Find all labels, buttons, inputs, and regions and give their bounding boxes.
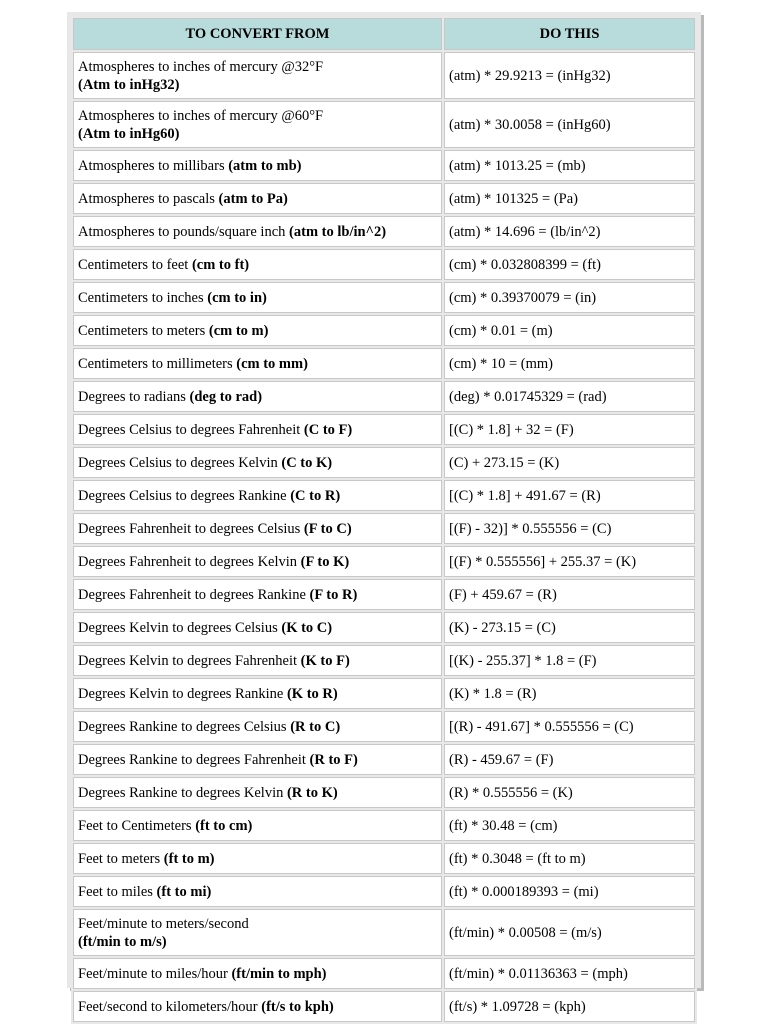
formula-cell: (R) * 0.555556 = (K) — [444, 777, 695, 808]
conversion-abbreviation: (R to K) — [286, 784, 338, 801]
formula-cell: (cm) * 10 = (mm) — [444, 348, 695, 379]
convert-from-cell — [73, 52, 442, 99]
convert-from-cell — [73, 843, 442, 874]
table-row — [73, 216, 695, 247]
conversion-description: Feet/second to kilometers/hour — [78, 998, 258, 1015]
convert-from-cell — [73, 645, 442, 676]
formula-cell: [(K) - 255.37] * 1.8 = (F) — [444, 645, 695, 676]
table-row — [73, 711, 695, 742]
conversion-abbreviation: (ft to mi) — [156, 883, 212, 900]
table-row — [73, 52, 695, 99]
conversion-description: Degrees Fahrenheit to degrees Rankine — [78, 586, 306, 603]
conversion-abbreviation: (cm to m) — [208, 322, 269, 339]
table-row — [73, 348, 695, 379]
conversion-abbreviation: (F to R) — [309, 586, 358, 603]
conversion-description: Centimeters to meters — [78, 322, 206, 339]
conversion-description: Atmospheres to pounds/square inch — [78, 223, 286, 240]
convert-from-cell — [73, 711, 442, 742]
formula-cell: (ft) * 30.48 = (cm) — [444, 810, 695, 841]
table-row — [73, 958, 695, 989]
conversion-description: Degrees Kelvin to degrees Celsius — [78, 619, 278, 636]
conversion-table — [71, 16, 697, 1024]
conversion-description: Feet/minute to miles/hour — [78, 965, 228, 982]
table-row — [73, 579, 695, 610]
convert-from-cell — [73, 249, 442, 280]
formula-cell: (ft/min) * 0.01136363 = (mph) — [444, 958, 695, 989]
formula-cell: (F) + 459.67 = (R) — [444, 579, 695, 610]
conversion-abbreviation: (cm to in) — [207, 289, 267, 306]
table-row — [73, 876, 695, 907]
formula-cell: [(C) * 1.8] + 32 = (F) — [444, 414, 695, 445]
table-row — [73, 282, 695, 313]
conversion-abbreviation: (R to C) — [290, 718, 341, 735]
formula-cell: [(F) * 0.555556] + 255.37 = (K) — [444, 546, 695, 577]
convert-from-cell — [73, 315, 442, 346]
table-row — [73, 315, 695, 346]
conversion-abbreviation: (R to F) — [309, 751, 358, 768]
table-row — [73, 249, 695, 280]
formula-cell: (R) - 459.67 = (F) — [444, 744, 695, 775]
convert-from-cell — [73, 579, 442, 610]
table-row — [73, 381, 695, 412]
formula-cell: (cm) * 0.39370079 = (in) — [444, 282, 695, 313]
conversion-description: Feet to miles — [78, 883, 153, 900]
header-convert-from: TO CONVERT FROM — [73, 18, 442, 50]
convert-from-cell — [73, 447, 442, 478]
table-row — [73, 777, 695, 808]
conversion-abbreviation: (Atm to inHg60) — [78, 125, 180, 142]
formula-cell: (atm) * 30.0058 = (inHg60) — [444, 101, 695, 148]
formula-cell: (deg) * 0.01745329 = (rad) — [444, 381, 695, 412]
conversion-description: Feet to meters — [78, 850, 161, 867]
formula-cell: (ft) * 0.000189393 = (mi) — [444, 876, 695, 907]
conversion-description: Centimeters to inches — [78, 289, 204, 306]
convert-from-cell — [73, 282, 442, 313]
formula-cell: [(R) - 491.67] * 0.555556 = (C) — [444, 711, 695, 742]
conversion-abbreviation: (ft to m) — [163, 850, 215, 867]
conversion-abbreviation: (cm to mm) — [236, 355, 308, 372]
formula-cell: (ft/min) * 0.00508 = (m/s) — [444, 909, 695, 956]
table-row — [73, 101, 695, 148]
conversion-description: Atmospheres to inches of mercury @32°F — [78, 58, 324, 75]
conversion-description: Degrees Fahrenheit to degrees Celsius — [78, 520, 301, 537]
convert-from-cell — [73, 612, 442, 643]
formula-cell: (C) + 273.15 = (K) — [444, 447, 695, 478]
conversion-description: Degrees Rankine to degrees Kelvin — [78, 784, 284, 801]
convert-from-cell — [73, 513, 442, 544]
conversion-abbreviation: (ft/min to mph) — [231, 965, 327, 982]
conversion-description: Feet/minute to meters/second — [78, 915, 249, 932]
table-row — [73, 991, 695, 1022]
conversion-table-frame — [67, 12, 701, 1015]
formula-cell: (atm) * 14.696 = (lb/in^2) — [444, 216, 695, 247]
convert-from-cell — [73, 480, 442, 511]
formula-cell: (atm) * 101325 = (Pa) — [444, 183, 695, 214]
conversion-abbreviation: (ft/min to m/s) — [78, 933, 167, 950]
convert-from-cell — [73, 991, 442, 1022]
conversion-description: Atmospheres to millibars — [78, 157, 225, 174]
conversion-abbreviation: (F to C) — [303, 520, 352, 537]
conversion-description: Degrees Fahrenheit to degrees Kelvin — [78, 553, 298, 570]
table-row — [73, 678, 695, 709]
conversion-description: Degrees Rankine to degrees Fahrenheit — [78, 751, 306, 768]
table-body — [73, 52, 695, 1022]
table-row — [73, 810, 695, 841]
formula-cell: (cm) * 0.032808399 = (ft) — [444, 249, 695, 280]
conversion-abbreviation: (ft to cm) — [195, 817, 253, 834]
conversion-abbreviation: (atm to mb) — [228, 157, 302, 174]
table-row — [73, 546, 695, 577]
conversion-description: Centimeters to feet — [78, 256, 189, 273]
table-row — [73, 612, 695, 643]
formula-cell: (K) * 1.8 = (R) — [444, 678, 695, 709]
conversion-description: Atmospheres to inches of mercury @60°F — [78, 107, 324, 124]
table-row — [73, 480, 695, 511]
conversion-description: Degrees Celsius to degrees Kelvin — [78, 454, 278, 471]
conversion-abbreviation: (Atm to inHg32) — [78, 76, 180, 93]
formula-cell: (ft) * 0.3048 = (ft to m) — [444, 843, 695, 874]
conversion-description: Degrees Celsius to degrees Rankine — [78, 487, 287, 504]
conversion-abbreviation: (cm to ft) — [191, 256, 250, 273]
convert-from-cell — [73, 414, 442, 445]
formula-cell: (atm) * 1013.25 = (mb) — [444, 150, 695, 181]
table-row — [73, 645, 695, 676]
conversion-abbreviation: (F to K) — [300, 553, 350, 570]
conversion-description: Degrees Kelvin to degrees Rankine — [78, 685, 284, 702]
formula-cell: (atm) * 29.9213 = (inHg32) — [444, 52, 695, 99]
convert-from-cell — [73, 810, 442, 841]
convert-from-cell — [73, 216, 442, 247]
conversion-description: Feet to Centimeters — [78, 817, 192, 834]
header-do-this: DO THIS — [444, 18, 695, 50]
table-row — [73, 183, 695, 214]
conversion-abbreviation: (K to R) — [286, 685, 338, 702]
convert-from-cell — [73, 546, 442, 577]
table-row — [73, 744, 695, 775]
formula-cell: [(F) - 32)] * 0.555556 = (C) — [444, 513, 695, 544]
conversion-abbreviation: (K to F) — [300, 652, 350, 669]
convert-from-cell — [73, 744, 442, 775]
convert-from-cell — [73, 348, 442, 379]
conversion-abbreviation: (C to R) — [290, 487, 341, 504]
table-row — [73, 909, 695, 956]
convert-from-cell — [73, 150, 442, 181]
convert-from-cell — [73, 381, 442, 412]
table-header-row — [73, 18, 695, 50]
conversion-description: Centimeters to millimeters — [78, 355, 233, 372]
convert-from-cell — [73, 101, 442, 148]
conversion-abbreviation: (ft/s to kph) — [261, 998, 334, 1015]
conversion-abbreviation: (atm to Pa) — [218, 190, 288, 207]
conversion-abbreviation: (C to F) — [303, 421, 353, 438]
convert-from-cell — [73, 909, 442, 956]
formula-cell: (K) - 273.15 = (C) — [444, 612, 695, 643]
formula-cell: (ft/s) * 1.09728 = (kph) — [444, 991, 695, 1022]
formula-cell: [(C) * 1.8] + 491.67 = (R) — [444, 480, 695, 511]
formula-cell: (cm) * 0.01 = (m) — [444, 315, 695, 346]
convert-from-cell — [73, 678, 442, 709]
conversion-description: Atmospheres to pascals — [78, 190, 215, 207]
convert-from-cell — [73, 876, 442, 907]
conversion-abbreviation: (deg to rad) — [189, 388, 263, 405]
conversion-description: Degrees to radians — [78, 388, 186, 405]
table-row — [73, 513, 695, 544]
conversion-description: Degrees Rankine to degrees Celsius — [78, 718, 287, 735]
conversion-abbreviation: (atm to lb/in^2) — [289, 223, 387, 240]
conversion-description: Degrees Kelvin to degrees Fahrenheit — [78, 652, 298, 669]
table-row — [73, 843, 695, 874]
table-row — [73, 150, 695, 181]
convert-from-cell — [73, 777, 442, 808]
conversion-abbreviation: (C to K) — [281, 454, 333, 471]
table-row — [73, 414, 695, 445]
conversion-description: Degrees Celsius to degrees Fahrenheit — [78, 421, 301, 438]
convert-from-cell — [73, 958, 442, 989]
convert-from-cell — [73, 183, 442, 214]
table-row — [73, 447, 695, 478]
conversion-abbreviation: (K to C) — [281, 619, 333, 636]
